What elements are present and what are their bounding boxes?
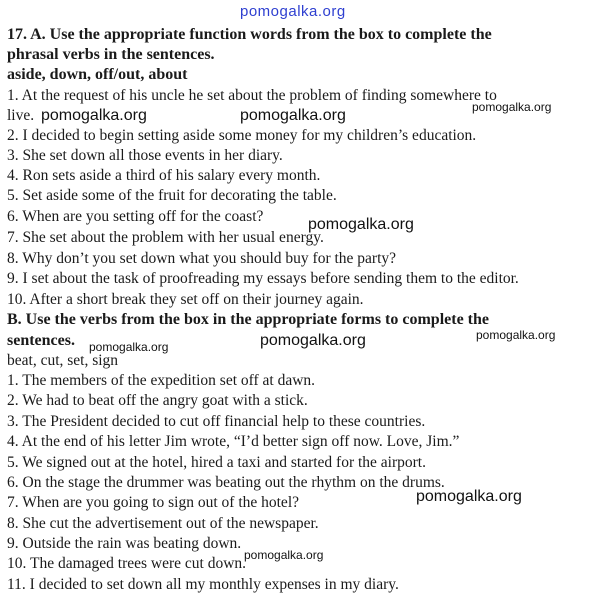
part-a-item-1-line-2: live. [7, 107, 35, 124]
part-a-sentence: 6. When are you setting off for the coast? [7, 208, 264, 225]
part-b-box-words: beat, cut, set, sign [7, 352, 119, 369]
part-a-sentence: 2. I decided to begin setting aside some money for my children’s education. [7, 127, 477, 144]
part-b-sentence: 2. We had to beat off the angry goat with a stick. [7, 392, 308, 409]
watermark: pomogalka.org [41, 107, 147, 124]
part-a-heading-line-2: phrasal verbs in the sentences. [7, 46, 215, 63]
part-b-sentence: 4. At the end of his letter Jim wrote, “I’d better sign off now. Love, Jim.” [7, 433, 460, 450]
part-a-box-words: aside, down, off/out, about [7, 66, 188, 83]
part-b-sentence: 10. The damaged trees were cut down. [7, 555, 247, 572]
part-a-sentence: 5. Set aside some of the fruit for decorating the table. [7, 187, 337, 204]
part-a-sentence: 10. After a short break they set off on their journey again. [7, 291, 364, 308]
part-b-sentence: 6. On the stage the drummer was beating out the rhythm on the drums. [7, 474, 445, 491]
part-a-sentence: 4. Ron sets aside a third of his salary every month. [7, 167, 321, 184]
part-b-sentence: 11. I decided to set down all my monthly expenses in my diary. [7, 576, 399, 593]
part-a-sentence: 3. She set down all those events in her diary. [7, 147, 283, 164]
part-b-heading-line-2: sentences. [7, 332, 75, 349]
part-a-sentence: 8. Why don’t you set down what you should buy for the party? [7, 250, 397, 267]
watermark: pomogalka.org [476, 328, 556, 342]
part-b-sentence: 7. When are you going to sign out of the hotel? [7, 494, 300, 511]
part-b-heading-line-1: B. Use the verbs from the box in the appropriate forms to complete the [7, 311, 490, 328]
part-b-sentence: 5. We signed out at the hotel, hired a taxi and started for the airport. [7, 454, 426, 471]
watermark: pomogalka.org [89, 340, 169, 354]
watermark: pomogalka.org [240, 107, 346, 124]
part-b-sentence: 1. The members of the expedition set off at dawn. [7, 372, 316, 389]
watermark: pomogalka.org [244, 548, 324, 562]
watermark: pomogalka.org [472, 100, 552, 114]
part-a-sentence: 7. She set about the problem with her usual energy. [7, 229, 324, 246]
part-a-heading-line-1: 17. A. Use the appropriate function words from the box to complete the [7, 26, 492, 43]
part-b-sentence: 8. She cut the advertisement out of the newspaper. [7, 515, 319, 532]
part-a-sentence: 9. I set about the task of proofreading my essays before sending them to the editor. [7, 270, 519, 287]
part-b-sentence: 3. The President decided to cut off financial help to these countries. [7, 413, 426, 430]
part-b-sentence: 9. Outside the rain was beating down. [7, 535, 242, 552]
watermark: pomogalka.org [308, 216, 414, 233]
part-a-item-1-line-1: 1. At the request of his uncle he set about the problem of finding somewhere to [7, 87, 497, 104]
watermark-top: pomogalka.org [240, 3, 346, 20]
watermark: pomogalka.org [260, 332, 366, 349]
watermark: pomogalka.org [416, 488, 522, 505]
